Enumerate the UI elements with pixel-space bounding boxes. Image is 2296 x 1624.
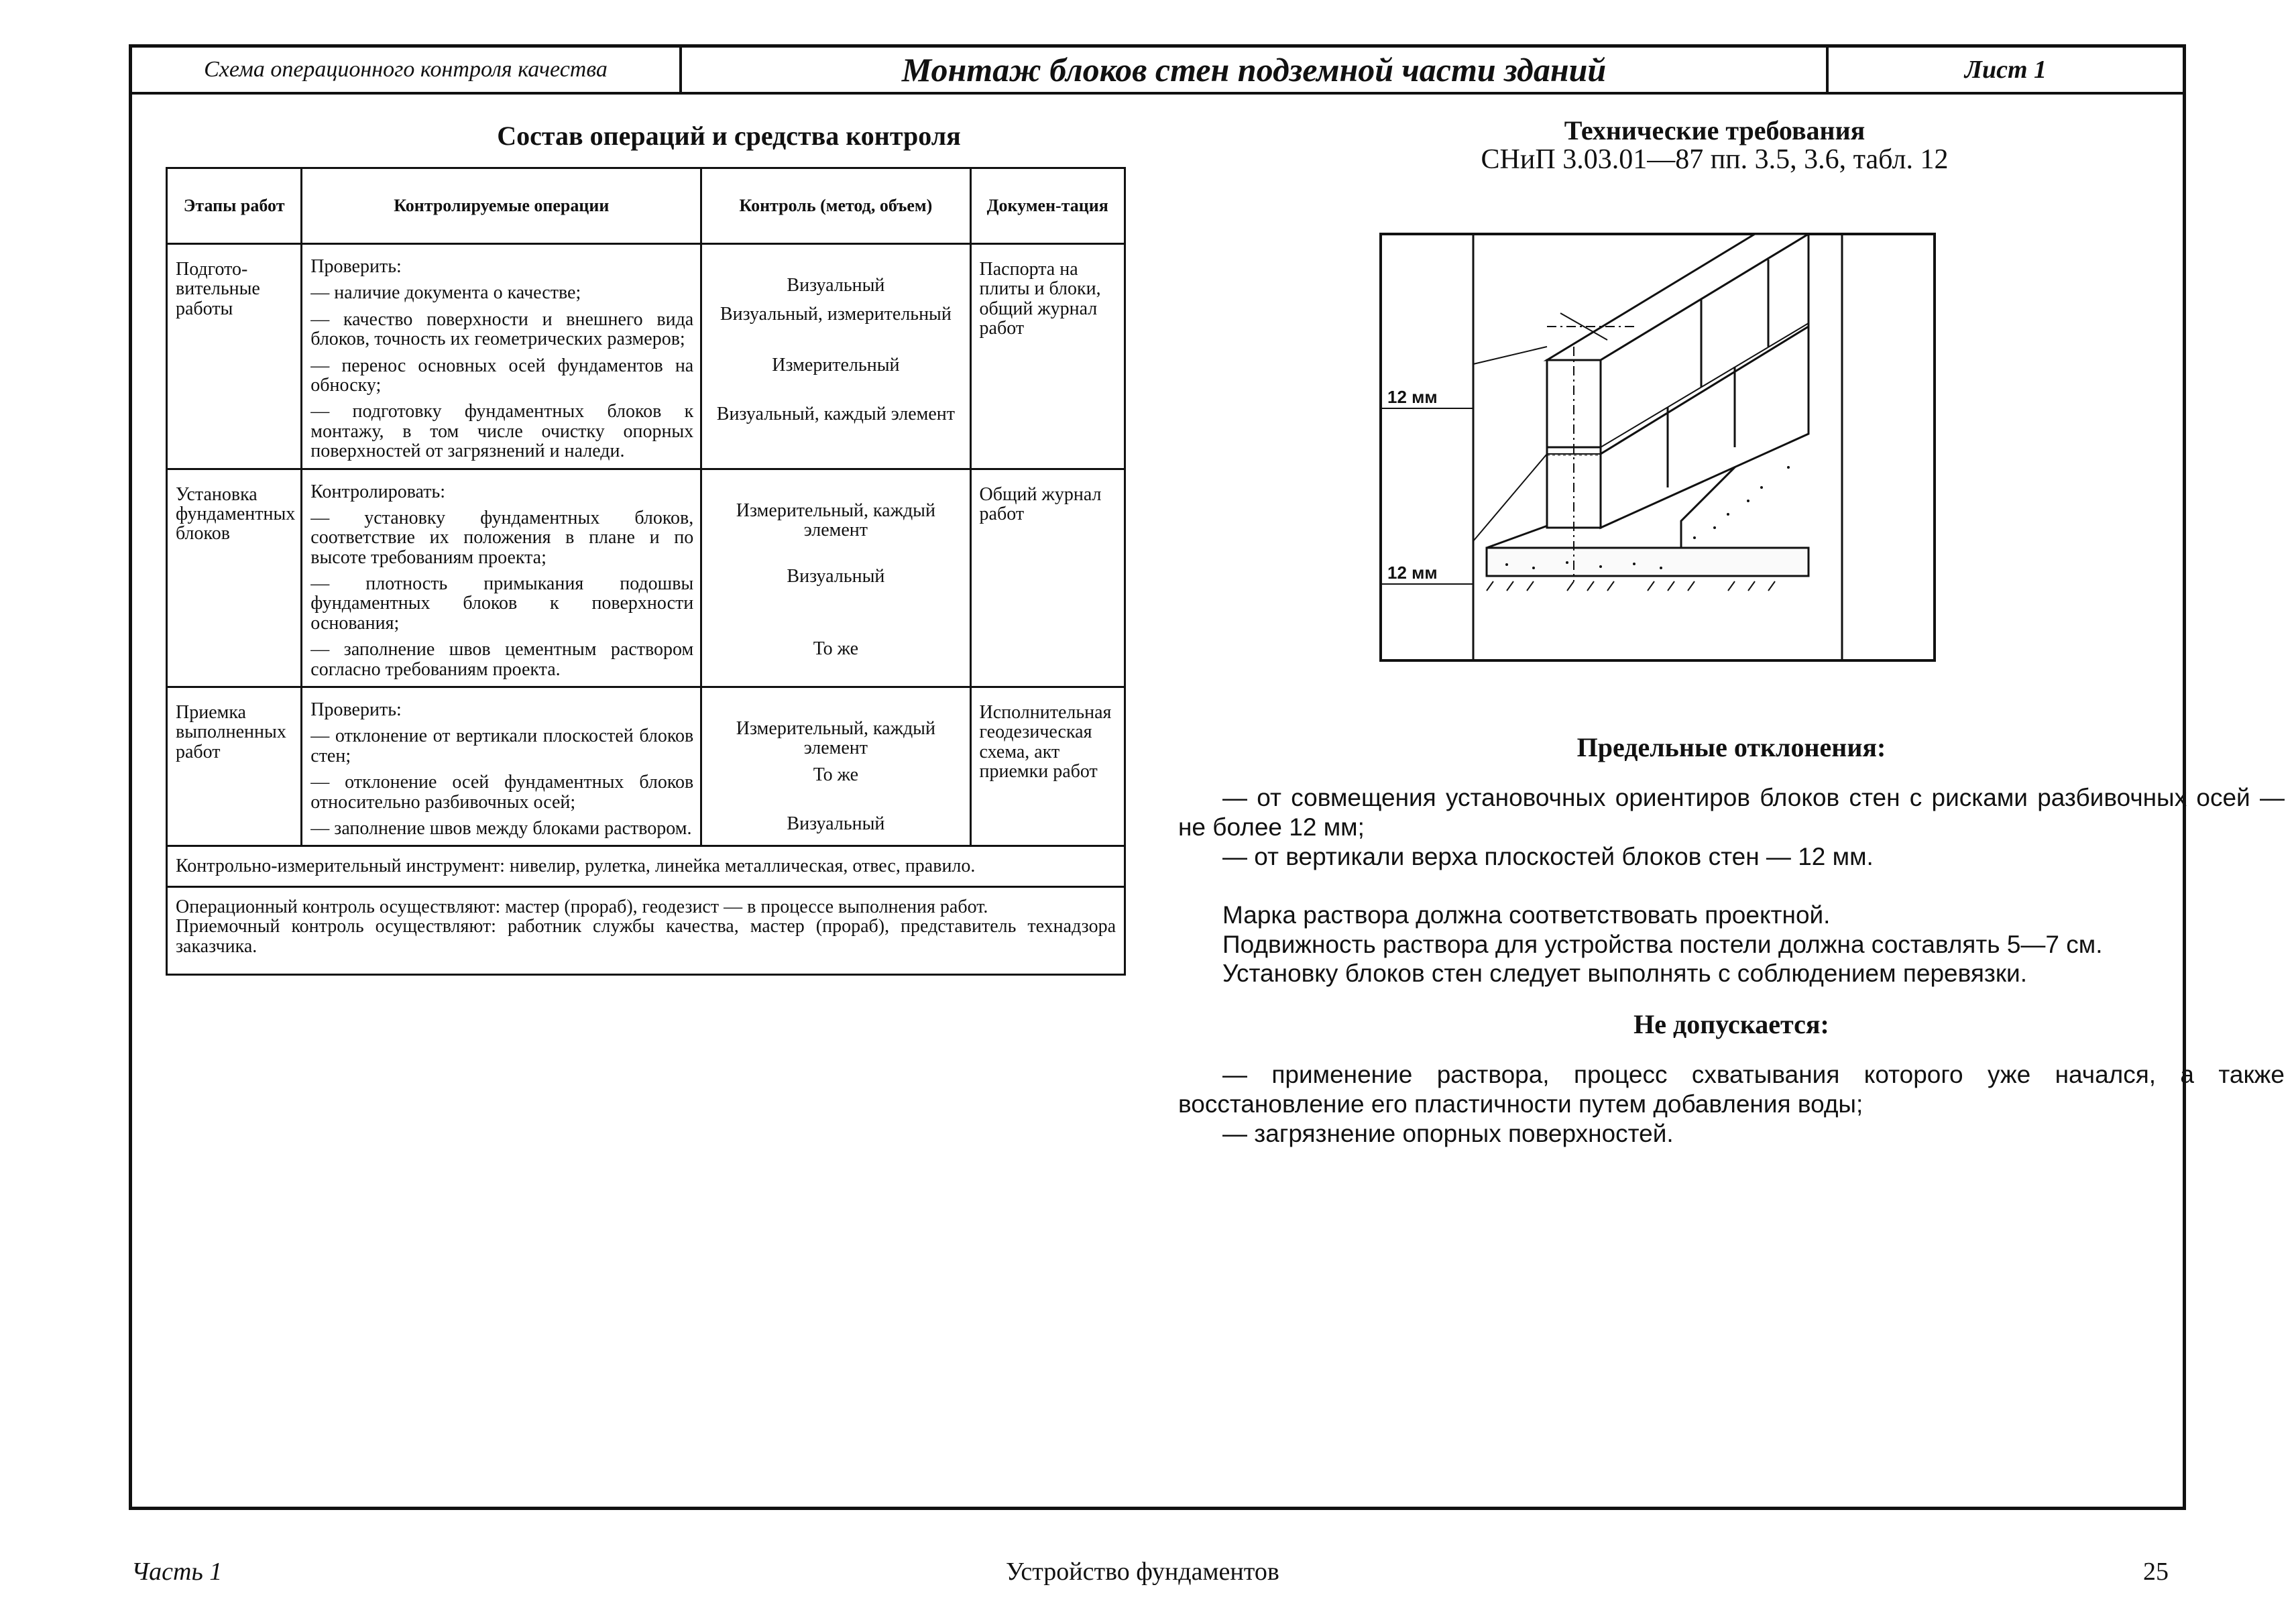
control-item: Визуальный: [787, 566, 885, 587]
control-cell: [701, 244, 970, 469]
operations-lead: Проверить:: [310, 256, 402, 277]
operations-lead: Контролировать:: [310, 481, 446, 502]
note-item: Установку блоков стен следует выполнять с соблюдением перевязки.: [1222, 960, 2027, 988]
document-title: Монтаж блоков стен подземной части зданий: [682, 48, 1829, 92]
documentation-cell: Исполнительная геодезическая схема, акт приемки работ: [970, 687, 1125, 846]
dimension-label-bottom: 12 мм: [1387, 563, 1438, 583]
table-row: [167, 687, 1125, 846]
table-row: [167, 469, 1125, 687]
control-cell: [701, 687, 970, 846]
footer-part: Часть 1: [131, 1558, 223, 1586]
forbidden-item: — применение раствора, процесс схватывания которого уже начался, а также восстановление его пластичности путем добавления воды;: [1178, 1061, 2285, 1118]
operation-item: — отклонение от вертикали плоскостей блоков стен;: [310, 726, 694, 766]
documentation-cell: Общий журнал работ: [970, 469, 1125, 687]
operations-lead: Проверить:: [310, 699, 402, 721]
operations-cell: [302, 469, 701, 687]
operation-item: — качество поверхности и внешнего вида блоков, точность их геометрических размеров;: [310, 308, 694, 350]
operation-item: — отклонение осей фундаментных блоков относительно разбивочных осей;: [310, 772, 694, 813]
acceptance-control-text: Приемочный контроль осуществляют: работник службы качества, мастер (прораб), представитель технадзора заказчика.: [176, 916, 1116, 957]
col-header-stage: Этапы работ: [167, 168, 302, 244]
operations-cell: [302, 687, 701, 846]
col-header-operations: Контролируемые операции: [302, 168, 701, 244]
operation-item: — заполнение швов между блоками раствором.: [310, 817, 692, 839]
table-header-row: [167, 168, 1125, 244]
col-header-control: Контроль (метод, объем): [701, 168, 970, 244]
forbidden-item: — загрязнение опорных поверхностей.: [1222, 1119, 1674, 1147]
control-item: То же: [813, 638, 859, 659]
note-item: Марка раствора должна соответствовать проектной.: [1222, 901, 1831, 929]
control-responsibility-note: [167, 886, 1125, 974]
operation-item: — установку фундаментных блоков, соответствие их положения в плане и по высоте требованиям проекта;: [310, 507, 694, 568]
operation-item: — наличие документа о качестве;: [310, 282, 581, 304]
control-item: Визуальный: [787, 275, 885, 296]
header: [132, 48, 2183, 95]
table-row: [167, 886, 1125, 974]
control-item: То же: [813, 764, 859, 785]
instrument-note: Контрольно-измерительный инструмент: нивелир, рулетка, линейка металлическая, отвес, правило.: [167, 846, 1125, 886]
operation-item: — плотность примыкания подошвы фундаментных блоков к поверхности основания;: [310, 573, 694, 634]
operations-title: Состав операций и средства контроля: [497, 121, 961, 151]
scheme-label: Схема операционного контроля качества: [132, 48, 682, 92]
tech-requirements-title: [1285, 117, 2144, 175]
control-item: Визуальный: [787, 813, 885, 835]
requirements-text: [1178, 732, 2285, 1148]
control-item: Визуальный, измерительный: [720, 304, 952, 325]
control-cell: [701, 469, 970, 687]
page-frame: [129, 44, 2285, 1510]
control-item: Визуальный, каждый элемент: [716, 404, 956, 425]
control-item: Измерительный: [772, 354, 900, 375]
wall-block-drawing: [1379, 233, 1936, 662]
documentation-cell: Паспорта на плиты и блоки, общий журнал работ: [970, 244, 1125, 469]
sheet-label: Лист 1: [1964, 56, 2047, 84]
control-item: Измерительный, каждый элемент: [736, 500, 935, 540]
stage-cell: Подгото-вительные работы: [167, 244, 302, 469]
page-number: 25: [2143, 1558, 2169, 1586]
deviations-heading: Предельные отклонения:: [1576, 732, 1886, 762]
deviation-item: — от совмещения установочных ориентиров блоков стен с рисками разбивочных осей — не более 12 мм;: [1178, 784, 2285, 841]
note-item: Подвижность раствора для устройства постели должна составлять 5—7 см.: [1222, 930, 2103, 958]
tech-requirements-heading: Технические требования: [1564, 115, 1866, 146]
col-header-documentation: Докумен-тация: [970, 168, 1125, 244]
tech-requirements-reference: СНиП 3.03.01—87 пп. 3.5, 3.6, табл. 12: [1481, 144, 1949, 175]
control-item: Измерительный, каждый элемент: [736, 718, 935, 759]
operational-control-text: Операционный контроль осуществляют: мастер (прораб), геодезист — в процессе выполнения работ.: [176, 896, 988, 917]
table-row: [167, 846, 1125, 886]
stage-cell: Установка фундаментных блоков: [167, 469, 302, 687]
stage-cell: Приемка выполненных работ: [167, 687, 302, 846]
operations-table: [166, 167, 1126, 976]
operation-item: — заполнение швов цементным раствором согласно требованиям проекта.: [310, 639, 694, 680]
dimension-label-top: 12 мм: [1387, 387, 1438, 407]
forbidden-heading: Не допускается:: [1633, 1009, 1829, 1040]
operation-item: — перенос основных осей фундаментов на обноску;: [310, 355, 694, 396]
footer-section: Устройство фундаментов: [1006, 1558, 1279, 1586]
deviation-item: — от вертикали верха плоскостей блоков стен — 12 мм.: [1222, 842, 1874, 870]
table-row: [167, 244, 1125, 469]
operations-cell: [302, 244, 701, 469]
operation-item: — подготовку фундаментных блоков к монтажу, в том числе очистку опорных поверхностей от загрязнений и наледи.: [310, 401, 694, 462]
